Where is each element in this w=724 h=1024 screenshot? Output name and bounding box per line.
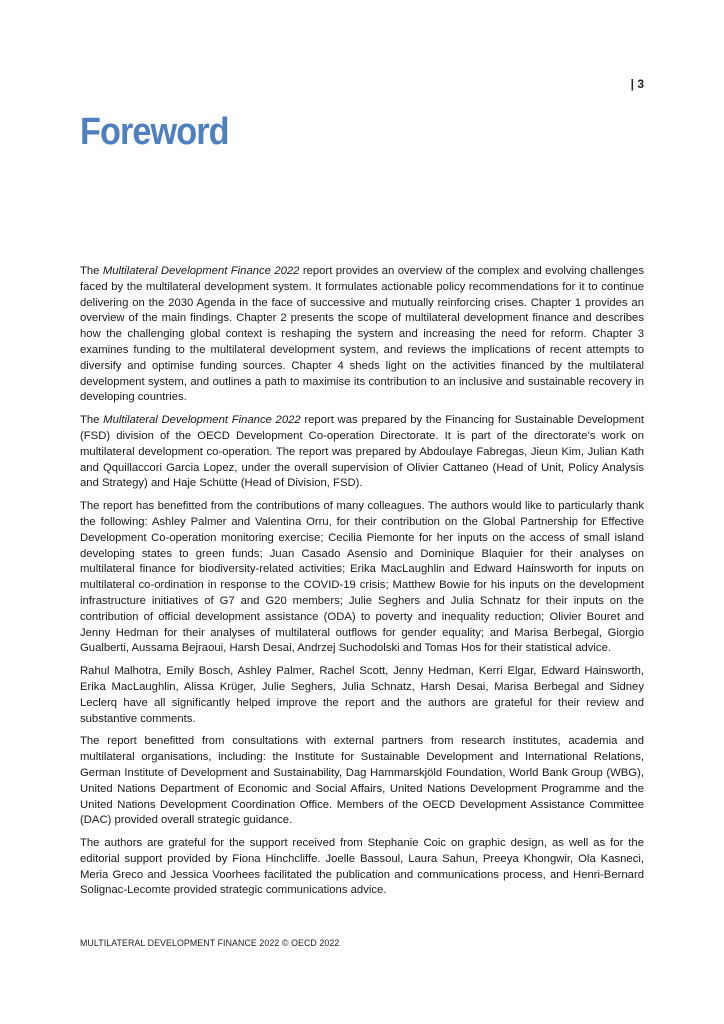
page-number: | 3 — [630, 77, 644, 91]
paragraph-intro — [80, 264, 644, 406]
page-title: Foreword — [80, 111, 229, 153]
paragraph-lead: The — [80, 414, 104, 427]
report-title-italic: Multilateral Development Finance 2022 — [102, 265, 300, 277]
paragraph-lead: The — [80, 265, 103, 277]
report-title-italic: Multilateral Development Finance 2022 — [103, 414, 301, 427]
paragraph-preparation — [80, 413, 644, 492]
paragraph-acknowledgements: The authors are grateful for the support received from Stephanie Coic on graphic design, as well as for the editorial support provided by Fiona Hinchcliffe. Joelle Bassoul, Laura Sahun, Preeya Khongwir, Ola Kasneci, Meria Greco and Jessica Voorhees facilitated the publication and communications process, and Henri-Bernard Solignac-Lecomte provided strategic communications advice. — [80, 837, 644, 897]
paragraph-consultations: The report benefitted from consultations with external partners from research institutes, academia and multilateral organisations, including: the Institute for Sustainable Development and International Relations, German Institute of Development and Sustainability, Dag Hammarskjöld Foundation, World Bank Group (WBG), United Nations Department of Economic and Social Affairs, United Nations Development Programme and the United Nations Development Coordination Office. Members of the OECD Development Assistance Committee (DAC) provided overall strategic guidance. — [80, 735, 644, 827]
paragraph-text: report was prepared by the Financing for Sustainable Development (FSD) division of the OECD Development Co-operation Directorate. It is part of the directorate’s work on multilateral development co-operation. The report was prepared by Abdoulaye Fabregas, Jieun Kim, Julian Kath and Qquillaccori Garcia Lopez, under the overall supervision of Olivier Cattaneo (Head of Unit, Policy Analysis and Strategy) and Haje Schütte (Head of Division, FSD). — [80, 414, 644, 490]
paragraph-reviewers: Rahul Malhotra, Emily Bosch, Ashley Palmer, Rachel Scott, Jenny Hedman, Kerri Elgar, Edward Hainsworth, Erika MacLaughlin, Alissa Krüger, Julie Seghers, Julia Schnatz, Harsh Desai, Marisa Berbegal and Sidney Leclerq have all significantly helped improve the report and the authors are grateful for their review and substantive comments. — [80, 665, 644, 725]
page-footer: MULTILATERAL DEVELOPMENT FINANCE 2022 © OECD 2022 — [80, 938, 340, 948]
foreword-body — [80, 264, 644, 906]
paragraph-text: report provides an overview of the complex and evolving challenges faced by the multilateral development system. It formulates actionable policy recommendations for it to continue delivering on the 2030 Agenda in the face of successive and mutually reinforcing crises. Chapter 1 provides an overview of the main findings. Chapter 2 presents the scope of multilateral development finance and describes how the challenging global context is reshaping the system and increasing the need for reform. Chapter 3 examines funding to the multilateral development system, and reviews the implications of recent attempts to diversify and optimise funding sources. Chapter 4 sheds light on the activities financed by the multilateral development system, and outlines a path to maximise its contribution to an inclusive and sustainable recovery in developing countries. — [80, 265, 644, 404]
paragraph-contributions: The report has benefitted from the contributions of many colleagues. The authors would like to particularly thank the following: Ashley Palmer and Valentina Orru, for their contribution on the Global Partnership for Effective Development Co-operation monitoring exercise; Cecilia Piemonte for her inputs on the access of small island developing states to green funds; Juan Casado Asensio and Dominique Blaquier for their analyses on multilateral finance for biodiversity-related activities; Erika MacLaughlin and Edward Hainsworth for inputs on multilateral co-ordination in response to the COVID-19 crisis; Matthew Bowie for his inputs on the development infrastructure initiatives of G7 and G20 members; Julie Seghers and Julia Schnatz for their inputs on the contribution of official development assistance (ODA) to poverty and inequality reduction; Olivier Bouret and Jenny Hedman for their analyses of multilateral outflows for gender equality; and Marisa Berbegal, Giorgio Gualberti, Aussama Bejraoui, Harsh Desai, Andrzej Suchodolski and Tomas Hos for their statistical advice. — [80, 500, 644, 655]
